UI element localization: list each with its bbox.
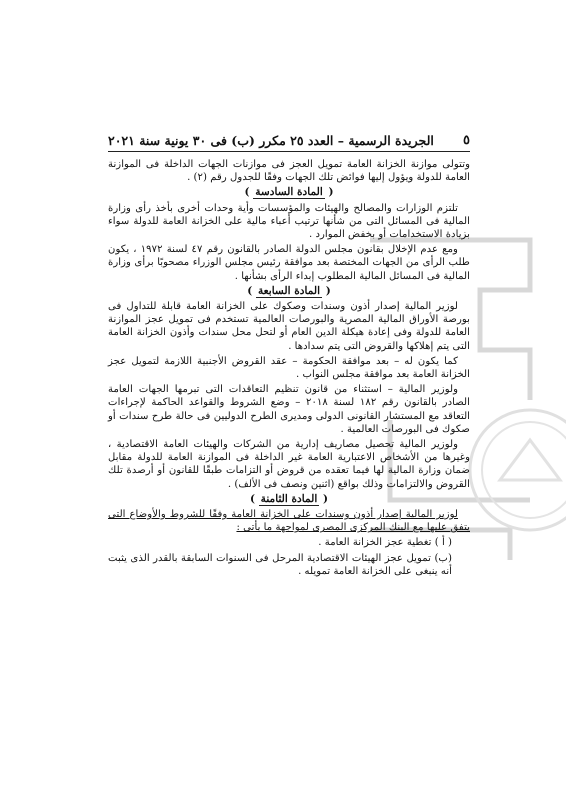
paragraph: لوزير المالية إصدار أذون وسندات وصكوك على الخزانة العامة قابلة للتداول فى بورصة الأوراق المالية المصرية والبورصات العالمية تستخدم فى تمويل عجز الموازنة العامة للدولة وفى إعادة هيكلة الدين العام أو لتحل محل سندات وأذون الخزانة العامة التى يتم إهلاكها والقروض التى يتم سدادها . (108, 301, 470, 352)
paragraph: تلتزم الوزارات والمصالح والهيئات والمؤسسات وأية وحدات أخرى بأخذ رأى وزارة المالية فى المسائل التى من شأنها ترتيب أعباء مالية على الخزانة العامة للدولة سواء بزيادة الاستخدامات أو بخفض الموارد . (108, 202, 470, 241)
article-heading: ( المادة السابعة ) (247, 284, 331, 297)
page-header (108, 126, 470, 152)
paragraph: ولوزير المالية تحصيل مصاريف إدارية من الشركات والهيئات العامة الاقتصادية ، وغيرها من الأشخاص الاعتبارية العامة غير الداخلة فى الموازنة العامة للدولة مقابل ضمان وزارة المالية لها فيما تعقده من قروض أو التزامات طبقًا للقانون أو أرصدة تلك القروض والالتزامات وذلك بواقع (اثنين ونصف فى الألف) . (108, 439, 470, 490)
document-body (108, 158, 470, 580)
paragraph: ولوزير المالية – استثناء من قانون تنظيم التعاقدات التى تبرمها الجهات العامة الصادر بالقانون رقم ١٨٢ لسنة ٢٠١٨ – وضع الشروط والقواعد الحاكمة لإجراءات التعاقد مع المستشار القانونى الدولى ومديرى الطرح الدوليين فى حالة طرح سندات أو صكوك فى البورصات العالمية . (108, 384, 470, 435)
paragraph: لوزير المالية إصدار أذون وسندات على الخزانة العامة وفقًا للشروط والأوضاع التى يتفق عليها مع البنك المركزى المصرى لمواجهة ما يأتى : (108, 509, 470, 534)
paragraph: وتتولى موازنة الخزانة العامة تمويل العجز فى موازنات الجهات الداخلة فى الموازنة العامة للدولة ويؤول إليها فوائض تلك الجهات وفقًا للجدول رقم (٢) . (108, 159, 470, 184)
page-number: ٥ (463, 133, 470, 148)
paragraph: كما يكون له – بعد موافقة الحكومة – عقد القروض الأجنبية اللازمة لتمويل عجز الخزانة العامة بعد موافقة مجلس النواب . (108, 355, 470, 381)
list-item: ( أ ) تغطية عجز الخزانة العامة . (318, 537, 452, 549)
paragraph: ومع عدم الإخلال بقانون مجلس الدولة الصادر بالقانون رقم ٤٧ لسنة ١٩٧٢ ، يكون طلب الرأى من الجهات المختصة بعد موافقة رئيس مجلس الوزراء مصحوبًا برأى وزارة المالية فى المسائل المالية المطلوب إبداء الرأى بشأنها . (108, 244, 470, 282)
list-item: (ب) تمويل عجز الهيئات الاقتصادية المرحل فى السنوات السابقة بالقدر الذى يثبت أنه ينبغى على الخزانة العامة تمويله . (108, 552, 452, 577)
article-heading: ( المادة السادسة ) (244, 186, 334, 199)
article-heading: ( المادة الثامنة ) (249, 492, 329, 505)
gazette-title: الجريدة الرسمية – العدد ٢٥ مكرر (ب) فى ٣٠ يونية سنة ٢٠٢١ (108, 133, 434, 148)
